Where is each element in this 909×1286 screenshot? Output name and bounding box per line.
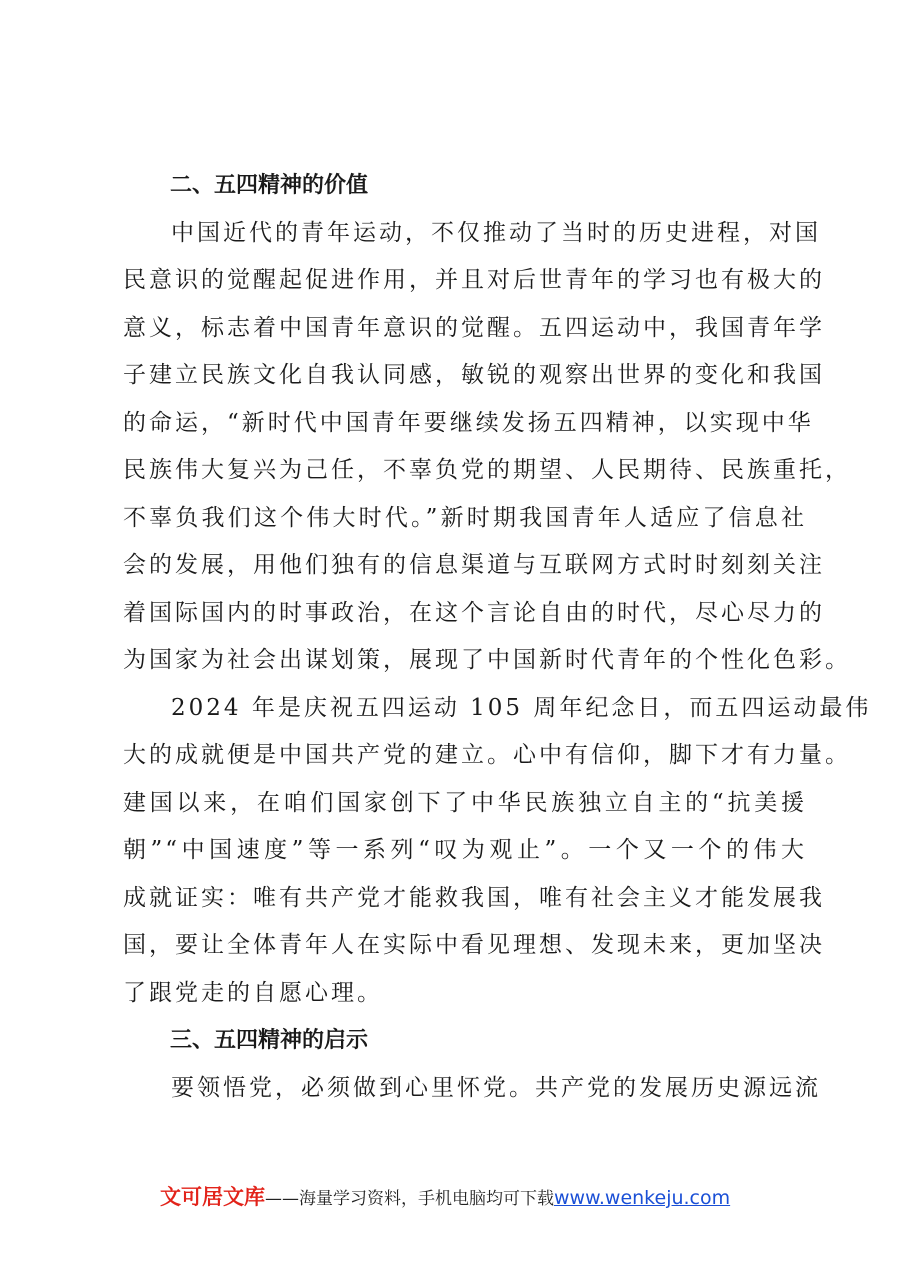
paragraph-line: 会的发展，用他们独有的信息渠道与互联网方式时时刻刻关注	[123, 552, 825, 578]
paragraph-line: 朝”“中国速度”等一系列“叹为观止”。一个又一个的伟大	[123, 837, 807, 863]
brand-logo-text: 文可居文库	[160, 1185, 265, 1209]
paragraph-line: 要领悟党，必须做到心里怀党。共产党的发展历史源远流	[171, 1075, 821, 1101]
paragraph-line: 为国家为社会出谋划策，展现了中国新时代青年的个性化色彩。	[123, 647, 851, 673]
paragraph-line: 民意识的觉醒起促进作用，并且对后世青年的学习也有极大的	[123, 267, 825, 293]
paragraph-line: 国，要让全体青年人在实际中看见理想、发现未来，更加坚决	[123, 932, 825, 958]
website-link[interactable]: www.wenkeju.com	[554, 1187, 731, 1209]
paragraph-line: 民族伟大复兴为己任，不辜负党的期望、人民期待、民族重托，	[123, 457, 851, 483]
paragraph-line: 的命运，“新时代中国青年要继续发扬五四精神，以实现中华	[123, 410, 814, 436]
paragraph-line: 了跟党走的自愿心理。	[123, 980, 383, 1006]
paragraph-line: 中国近代的青年运动，不仅推动了当时的历史进程，对国	[171, 220, 821, 246]
section-heading-2: 二、五四精神的价值	[170, 173, 369, 198]
paragraph-line: 意义，标志着中国青年意识的觉醒。五四运动中，我国青年学	[123, 315, 825, 341]
paragraph-line: 不辜负我们这个伟大时代。”新时期我国青年人适应了信息社	[123, 505, 807, 531]
paragraph-line: 建国以来，在咱们国家创下了中华民族独立自主的“抗美援	[123, 790, 807, 816]
paragraph-line: 2024 年是庆祝五四运动 105 周年纪念日，而五四运动最伟	[171, 695, 872, 721]
footer-tagline: ——海量学习资料，手机电脑均可下载	[265, 1189, 554, 1209]
section-heading-3: 三、五四精神的启示	[170, 1028, 369, 1053]
paragraph-line: 子建立民族文化自我认同感，敏锐的观察出世界的变化和我国	[123, 362, 825, 388]
paragraph-line: 成就证实：唯有共产党才能救我国，唯有社会主义才能发展我	[123, 885, 825, 911]
paragraph-line: 大的成就便是中国共产党的建立。心中有信仰，脚下才有力量。	[123, 742, 851, 768]
paragraph-line: 着国际国内的时事政治，在这个言论自由的时代，尽心尽力的	[123, 600, 825, 626]
footer-banner	[160, 1182, 730, 1212]
